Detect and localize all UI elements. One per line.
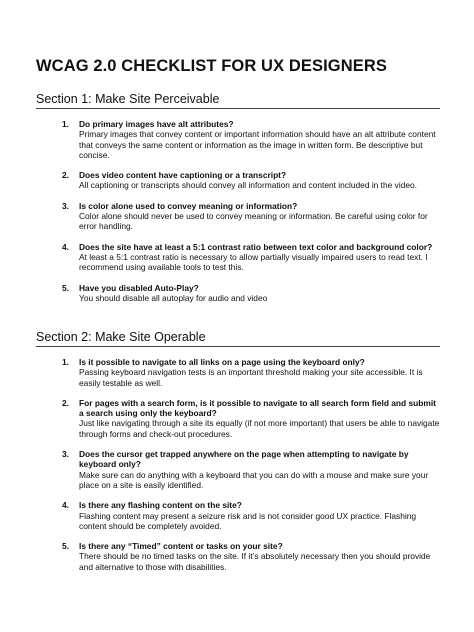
checklist-item — [36, 500, 440, 531]
document-title: WCAG 2.0 CHECKLIST FOR UX DESIGNERS — [36, 57, 387, 75]
item-question: Does the site have at least a 5:1 contrast ratio between text color and background color? — [79, 241, 433, 252]
checklist-item — [36, 283, 440, 304]
checklist-item — [36, 357, 440, 388]
item-number: 4. — [62, 500, 69, 511]
item-question: Does the cursor get trapped anywhere on the page when attempting to navigate by keyboard only? — [79, 449, 409, 470]
checklist — [36, 357, 440, 572]
checklist-item — [36, 201, 440, 232]
item-question: Is there any flashing content on the site? — [79, 500, 242, 511]
item-question: For pages with a search form, is it possible to navigate to all search form field and submit a search using only the keyboard? — [79, 397, 436, 419]
checklist-item — [36, 541, 440, 572]
section-heading: Section 2: Make Site Operable — [36, 330, 440, 347]
item-answer: All captioning or transcripts should convey all information and content included in the video. — [79, 180, 417, 191]
item-question: Do primary images have alt attributes? — [79, 119, 234, 129]
item-number: 1. — [62, 357, 69, 367]
item-answer: There should be no timed tasks on the site. If it’s absolutely necessary then you should provide and alternative to those with disabilities. — [79, 551, 431, 572]
item-number: 2. — [62, 170, 69, 181]
checklist-item — [36, 170, 440, 191]
item-number: 4. — [62, 241, 69, 252]
item-number: 5. — [62, 282, 69, 293]
item-number: 1. — [62, 119, 69, 129]
item-answer: Primary images that convey content or important information should have an alt attribute content that conveys the same content or information as the image in written form. Be descriptive but concise. — [79, 129, 436, 160]
checklist — [36, 119, 440, 303]
item-answer: Color alone should never be used to convey meaning or information. Be careful using color for error handling. — [79, 211, 428, 232]
item-answer: Passing keyboard navigation tests is an important threshold making your site accessible. It is easily testable as well. — [79, 367, 423, 388]
item-answer: Flashing content may present a seizure risk and is not consider good UX practice. Flashing content should be completely avoided. — [79, 510, 417, 531]
item-question: Is it possible to navigate to all links on a page using the keyboard only? — [79, 357, 365, 367]
item-question: Does video content have captioning or a transcript? — [79, 170, 287, 181]
item-question: Is color alone used to convey meaning or information? — [79, 200, 298, 211]
item-answer: Just like navigating through a site its equally (if not more important) that users be able to navigate through forms and check-out procedures. — [79, 418, 440, 439]
checklist-item — [36, 449, 440, 490]
item-number: 2. — [62, 397, 69, 408]
item-answer: At least a 5:1 contrast ratio is necessary to allow partially visually impaired users to read text. I recommend using available tools to test this. — [79, 251, 428, 273]
checklist-item — [36, 398, 440, 439]
item-question: Is there any “Timed” content or tasks on your site? — [79, 541, 283, 552]
item-question: Have you disabled Auto-Play? — [79, 282, 199, 293]
item-number: 5. — [62, 541, 69, 552]
checklist-item — [36, 119, 440, 160]
item-number: 3. — [62, 200, 69, 211]
section-perceivable — [36, 92, 440, 303]
section-heading: Section 1: Make Site Perceivable — [36, 92, 440, 109]
item-answer: Make sure can do anything with a keyboard that you can do with a mouse and make sure your place on a site is easily identified. — [79, 469, 429, 490]
section-operable — [36, 330, 440, 572]
checklist-item — [36, 242, 440, 273]
item-number: 3. — [62, 449, 69, 460]
item-answer: You should disable all autoplay for audio and video — [79, 292, 268, 303]
